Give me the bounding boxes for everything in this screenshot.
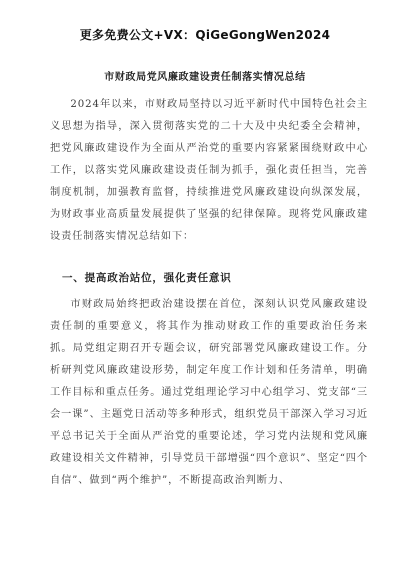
promo-banner: 更多免费公文+VX：QiGeGongWen2024 — [79, 28, 331, 42]
section-heading: 一、提高政治站位，强化责任意识 — [62, 272, 232, 284]
body-paragraph: 市财政局始终把政治建设摆在首位，深刻认识党风廉政建设责任制的重要意义，将其作为推动财政工作的重要政治任务来抓。局党组定期召开专题会议，研究部署党风廉政建设工作。分析研判党风廉政建设形势，制定年度工作计划和任务清单，明确工作目标和重点任务。通过党组理论学习中心组学习、党支部“三会一课”、主题党日活动等多种形式，组织党员干部深入学习习近平总书记关于全面从严治党的重要论述，学习党内法规和党风廉政建设相关文件精神，引导党员干部增强“四个意识”、坚定“四个自信”、做到“两个维护”，不断提高政治判断力、 — [50, 299, 368, 486]
document-title: 市财政局党风廉政建设责任制落实情况总结 — [104, 72, 306, 83]
body-paragraph: 2024年以来，市财政局坚持以习近平新时代中国特色社会主义思想为指导，深入贯彻落实党的二十大及中央纪委全会精神，把党风廉政建设作为全面从严治党的重要内容紧紧围绕财政中心工作，以落实党风廉政建设责任制为抓手，强化责任担当，完善制度机制，加强教育监督，持续推进党风廉政建设向纵深发展，为财政事业高质量发展提供了坚强的纪律保障。现将党风廉政建设责任制落实情况总结如下： — [50, 99, 368, 242]
